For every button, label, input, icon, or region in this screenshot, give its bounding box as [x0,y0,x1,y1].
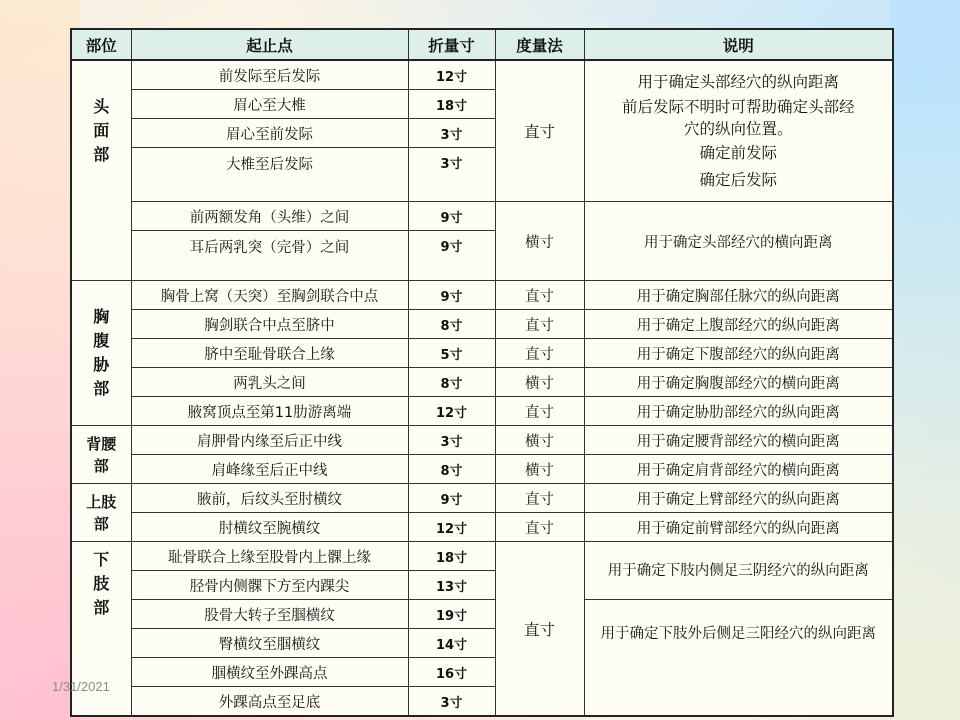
method-cell: 直寸 [495,60,584,202]
description-cell: 用于确定胁肋部经穴的纵向距离 [584,397,893,426]
points-cell: 腋窝顶点至第11肋游离端 [131,397,408,426]
method-cell: 直寸 [495,339,584,368]
description-text: 用于确定下肢内侧足三阴经穴的纵向距离 [607,562,869,579]
points-cell: 耳后两乳突（完骨）之间 [131,231,408,281]
method-cell: 直寸 [495,281,584,310]
points-cell: 股骨大转子至腘横纹 [131,600,408,629]
description-cell: 用于确定腰背部经穴的横向距离 [584,426,893,455]
points-cell: 耻骨联合上缘至股骨内上髁上缘 [131,542,408,571]
header-distance: 折量寸 [408,29,495,60]
description-line: 前后发际不明时可帮助确定头部经 [621,97,855,116]
table-row [71,339,893,368]
distance-cell: 12寸 [408,513,495,542]
table-row [71,368,893,397]
header-points: 起止点 [131,29,408,60]
distance-cell: 3寸 [408,119,495,148]
table-row [71,455,893,484]
points-cell: 胫骨内侧髁下方至内踝尖 [131,571,408,600]
description-cell [584,600,893,717]
table-row [71,202,893,231]
header-description: 说明 [584,29,893,60]
method-cell: 横寸 [495,455,584,484]
distance-cell: 8寸 [408,368,495,397]
distance-cell: 14寸 [408,629,495,658]
distance-cell: 16寸 [408,658,495,687]
description-line: 确定后发际 [699,170,777,189]
table-row [71,426,893,455]
region-back-waist [71,426,131,484]
points-cell: 肘横纹至腕横纹 [131,513,408,542]
points-cell: 脐中至耻骨联合上缘 [131,339,408,368]
region-label: 头 面 部 [93,97,110,164]
distance-cell: 12寸 [408,397,495,426]
table-row [71,542,893,571]
region-label: 上肢 部 [86,492,117,533]
distance-cell: 13寸 [408,571,495,600]
points-cell: 腋前，后纹头至肘横纹 [131,484,408,513]
table-row [71,600,893,629]
points-cell: 外踝高点至足底 [131,687,408,717]
region-label: 背腰 部 [86,434,117,475]
description-line: 用于确定头部经穴的纵向距离 [637,72,839,91]
header-region: 部位 [71,29,131,60]
description-cell: 用于确定胸腹部经穴的横向距离 [584,368,893,397]
background-left-gradient [0,0,80,720]
points-cell: 肩胛骨内缘至后正中线 [131,426,408,455]
table-row [71,513,893,542]
method-cell: 直寸 [495,542,584,717]
table-header-row [71,29,893,60]
method-cell: 横寸 [495,202,584,281]
method-cell: 直寸 [495,310,584,339]
distance-cell: 19寸 [408,600,495,629]
method-cell: 直寸 [495,397,584,426]
distance-cell: 3寸 [408,687,495,717]
description-cell [584,60,893,202]
points-cell: 胸剑联合中点至脐中 [131,310,408,339]
background-right-gradient [890,0,960,720]
region-upper-limb [71,484,131,542]
region-chest-abdomen [71,281,131,426]
method-cell: 直寸 [495,513,584,542]
description-line: 穴的纵向位置。 [683,119,793,138]
table-row [71,397,893,426]
method-cell: 横寸 [495,368,584,397]
points-cell: 胸骨上窝（天突）至胸剑联合中点 [131,281,408,310]
distance-cell: 5寸 [408,339,495,368]
region-label: 胸 腹 胁 部 [93,307,110,398]
description-cell: 用于确定上臂部经穴的纵向距离 [584,484,893,513]
header-method: 度量法 [495,29,584,60]
bone-proportional-measurement-table [70,28,894,717]
table-row [71,60,893,90]
region-label: 下 肢 部 [93,550,110,617]
points-cell: 臀横纹至腘横纹 [131,629,408,658]
description-cell: 用于确定下腹部经穴的纵向距离 [584,339,893,368]
distance-cell: 8寸 [408,310,495,339]
points-cell: 两乳头之间 [131,368,408,397]
distance-cell: 12寸 [408,60,495,90]
distance-cell: 18寸 [408,90,495,119]
points-cell: 眉心至前发际 [131,119,408,148]
description-cell [584,542,893,600]
table-row [71,484,893,513]
method-cell: 直寸 [495,484,584,513]
distance-cell: 8寸 [408,455,495,484]
description-cell: 用于确定上腹部经穴的纵向距离 [584,310,893,339]
distance-cell: 9寸 [408,484,495,513]
region-head [71,60,131,281]
distance-cell: 18寸 [408,542,495,571]
slide-date: 1/31/2021 [52,679,110,694]
distance-cell: 9寸 [408,231,495,281]
table-row [71,310,893,339]
description-cell: 用于确定胸部任脉穴的纵向距离 [584,281,893,310]
points-cell: 眉心至大椎 [131,90,408,119]
description-cell: 用于确定肩背部经穴的横向距离 [584,455,893,484]
points-cell: 肩峰缘至后正中线 [131,455,408,484]
distance-cell: 9寸 [408,281,495,310]
method-cell: 横寸 [495,426,584,455]
description-cell: 用于确定前臂部经穴的纵向距离 [584,513,893,542]
description-text: 用于确定下肢外后侧足三阳经穴的纵向距离 [600,626,876,642]
distance-cell: 3寸 [408,148,495,202]
distance-cell: 9寸 [408,202,495,231]
points-cell: 大椎至后发际 [131,148,408,202]
table-row [71,281,893,310]
description-line: 确定前发际 [699,143,777,162]
distance-cell: 3寸 [408,426,495,455]
description-cell: 用于确定头部经穴的横向距离 [584,202,893,281]
points-cell: 腘横纹至外踝高点 [131,658,408,687]
points-cell: 前发际至后发际 [131,60,408,90]
points-cell: 前两额发角（头维）之间 [131,202,408,231]
